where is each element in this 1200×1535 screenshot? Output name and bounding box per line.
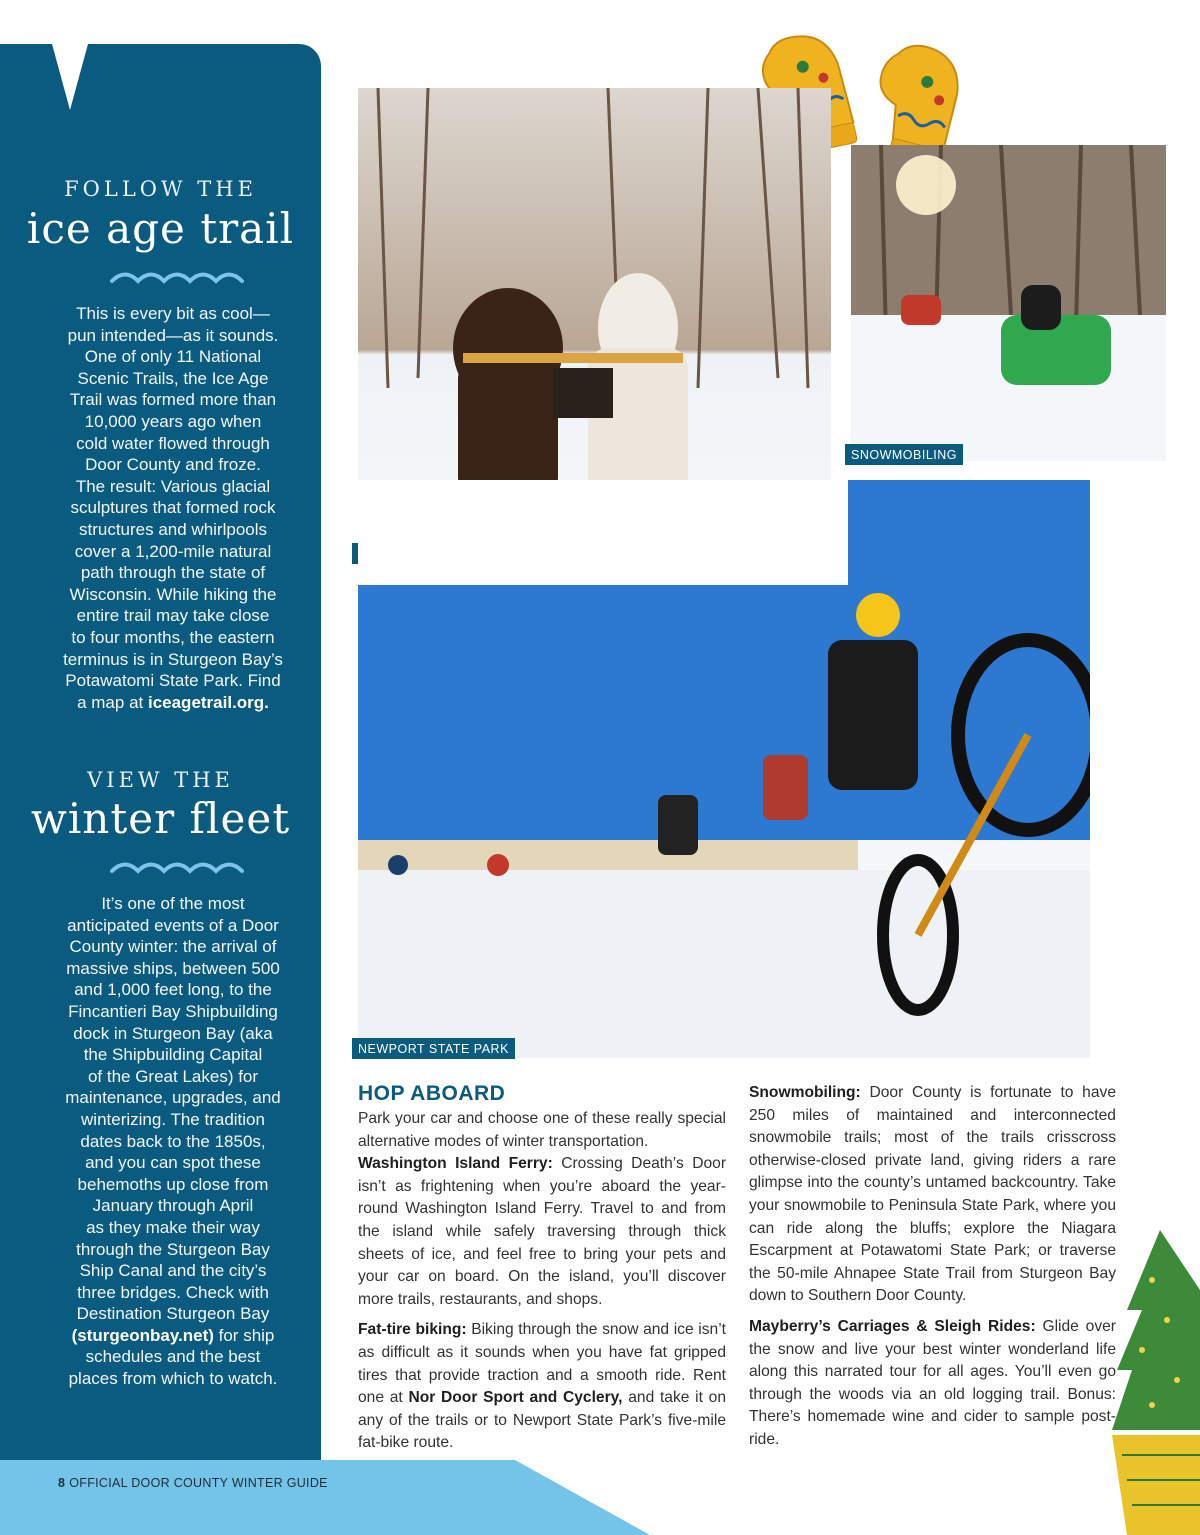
sleigh-paragraph — [749, 1316, 1116, 1452]
body-line: massive ships, between 500 — [66, 958, 280, 978]
sleigh-text: Glide over the snow and live your best winter wonderland life along this narrated tour for all ages. You’ll even go through the woods via an old logging trail. Bonus: There’s homemade wine and cider to sample post-ride. — [749, 1317, 1116, 1448]
ice-age-trail-body — [50, 303, 296, 713]
fat-tire-text-1: Biking through the snow and ice isn’t as difficult as it sounds when you have fat gripped tires that provide traction and a smooth ride. Rent one at — [358, 1321, 726, 1407]
body-line: Trail was formed more than — [69, 390, 277, 410]
body-line: structures and whirlpools — [78, 519, 268, 539]
body-line: dates back to the 1850s, — [80, 1131, 266, 1151]
body-line: pun intended—as it sounds. — [67, 325, 279, 345]
body-line: of the Great Lakes) for — [87, 1066, 259, 1086]
winter-fleet-tail — [50, 1346, 296, 1389]
body-line: 10,000 years ago when — [84, 411, 262, 431]
body-line: places from which to watch. — [68, 1369, 278, 1389]
wave-divider-icon — [110, 856, 250, 876]
page-number: 8 — [58, 1476, 66, 1490]
iceagetrail-link[interactable]: iceagetrail.org. — [147, 692, 269, 712]
article-column-left — [358, 1108, 726, 1455]
hop-aboard-heading: HOP ABOARD — [358, 1082, 506, 1105]
map-prefix: a map at — [77, 692, 148, 712]
body-line: winterizing. The tradition — [81, 1109, 265, 1129]
sidebar-notch-decoration — [52, 44, 88, 110]
nor-door-sport-link[interactable]: Nor Door Sport and Cyclery, — [408, 1389, 623, 1407]
section-kicker-follow: FOLLOW THE — [64, 177, 257, 201]
body-line: the Shipbuilding Capital — [83, 1045, 263, 1065]
section-title-winter-fleet: winter fleet — [30, 794, 291, 843]
article-column-right — [749, 1082, 1116, 1452]
ferry-lead: Washington Island Ferry: — [358, 1155, 553, 1173]
body-line: cover a 1,200-mile natural — [74, 541, 272, 561]
link-suffix: for ship — [213, 1325, 275, 1345]
section-title-ice-age-trail: ice age trail — [26, 204, 295, 253]
snowmobiling-text: Door County is fortunate to have 250 miles of maintained and interconnected snowmobile trails; most of the trails crisscross otherwise-closed private land, giving riders a rare glimpse into the county’s untamed backcountry. Take your snowmobile to Peninsula State Park, where you can ride along the bluffs; explore the Niagara Escarpment at Potawatomi State Park; or traverse the 50-mile Ahnapee State Trail from Sturgeon Bay down to Southern Door County. — [749, 1084, 1116, 1305]
footer-band — [0, 1460, 1200, 1535]
body-line: Destination Sturgeon Bay — [76, 1304, 270, 1324]
body-line: One of only 11 National — [84, 347, 262, 367]
body-line: Ship Canal and the city’s — [79, 1261, 267, 1281]
body-line: County winter: the arrival of — [69, 937, 277, 957]
body-line: January through April — [92, 1196, 254, 1216]
winter-fleet-body — [50, 893, 296, 1390]
fat-tire-paragraph — [358, 1319, 726, 1455]
body-line: The result: Various glacial — [75, 476, 271, 496]
newport-photo — [358, 480, 1090, 1058]
fat-tire-lead: Fat-tire biking: — [358, 1321, 467, 1339]
body-line: It’s one of the most — [101, 894, 245, 913]
section-kicker-view: VIEW THE — [87, 768, 234, 792]
ferry-text: Crossing Death’s Door isn’t as frightening when you’re aboard the year-round Washington Island Ferry. Travel to and from the island while safely traversing through thick sheets of ice, and feel free to bring your pets and your car on board. On the island, you’ll discover more trails, restaurants, and shops. — [358, 1155, 727, 1308]
sidebar — [0, 44, 321, 1535]
intro-paragraph: Park your car and choose one of these really special alternative modes of winter transportation. — [358, 1110, 726, 1150]
body-line: Door County and froze. — [85, 455, 261, 475]
body-line: through the Sturgeon Bay — [76, 1239, 270, 1259]
snowmobiling-paragraph — [749, 1082, 1116, 1308]
body-line: Fincantieri Bay Shipbuilding — [68, 1001, 278, 1021]
body-line: Wisconsin. While hiking the — [69, 584, 277, 604]
body-line: three bridges. Check with — [77, 1282, 269, 1302]
ferry-paragraph — [358, 1153, 726, 1311]
wave-divider-icon — [110, 266, 250, 286]
body-line: dock in Sturgeon Bay (aka — [73, 1023, 273, 1043]
body-line: terminus is in Sturgeon Bay’s — [63, 649, 283, 669]
snowmobiling-lead: Snowmobiling: — [749, 1084, 861, 1101]
sleigh-lead: Mayberry’s Carriages & Sleigh Rides: — [749, 1317, 1036, 1335]
footer-title: OFFICIAL DOOR COUNTY WINTER GUIDE — [69, 1476, 328, 1490]
snowmobiling-photo — [851, 145, 1166, 461]
footer — [58, 1476, 328, 1490]
body-line: This is every bit as cool— — [76, 304, 270, 323]
body-line: cold water flowed through — [76, 433, 270, 453]
body-line: behemoths up close from — [77, 1174, 269, 1194]
winter-fleet-text — [50, 893, 296, 1325]
body-line: Potawatomi State Park. Find — [65, 671, 281, 691]
body-line: maintenance, upgrades, and — [65, 1088, 281, 1108]
body-line: Scenic Trails, the Ice Age — [77, 368, 269, 388]
body-line: schedules and the best — [85, 1347, 261, 1367]
body-line: as they make their way — [86, 1217, 260, 1237]
body-line: path through the state of — [80, 563, 266, 583]
fat-tire-text-2: and take it on any of the trails or to Newport State Park’s five-mile fat-bike route. — [358, 1389, 727, 1452]
body-line: to four months, the eastern — [71, 627, 275, 647]
sturgeonbay-link[interactable]: (sturgeonbay.net) — [71, 1325, 214, 1345]
ice-age-trail-text — [50, 303, 296, 692]
body-line: sculptures that formed rock — [70, 498, 276, 518]
body-line: entire trail may take close — [76, 606, 270, 626]
body-line: anticipated events of a Door — [67, 915, 279, 935]
body-line: and 1,000 feet long, to the — [74, 980, 272, 1000]
newport-caption: NEWPORT STATE PARK — [352, 1038, 515, 1059]
body-line: and you can spot these — [85, 1153, 261, 1173]
snowmobiling-caption: SNOWMOBILING — [845, 444, 963, 465]
winter-fleet-link-line — [50, 1325, 296, 1347]
ice-age-trail-last-line — [50, 692, 296, 714]
